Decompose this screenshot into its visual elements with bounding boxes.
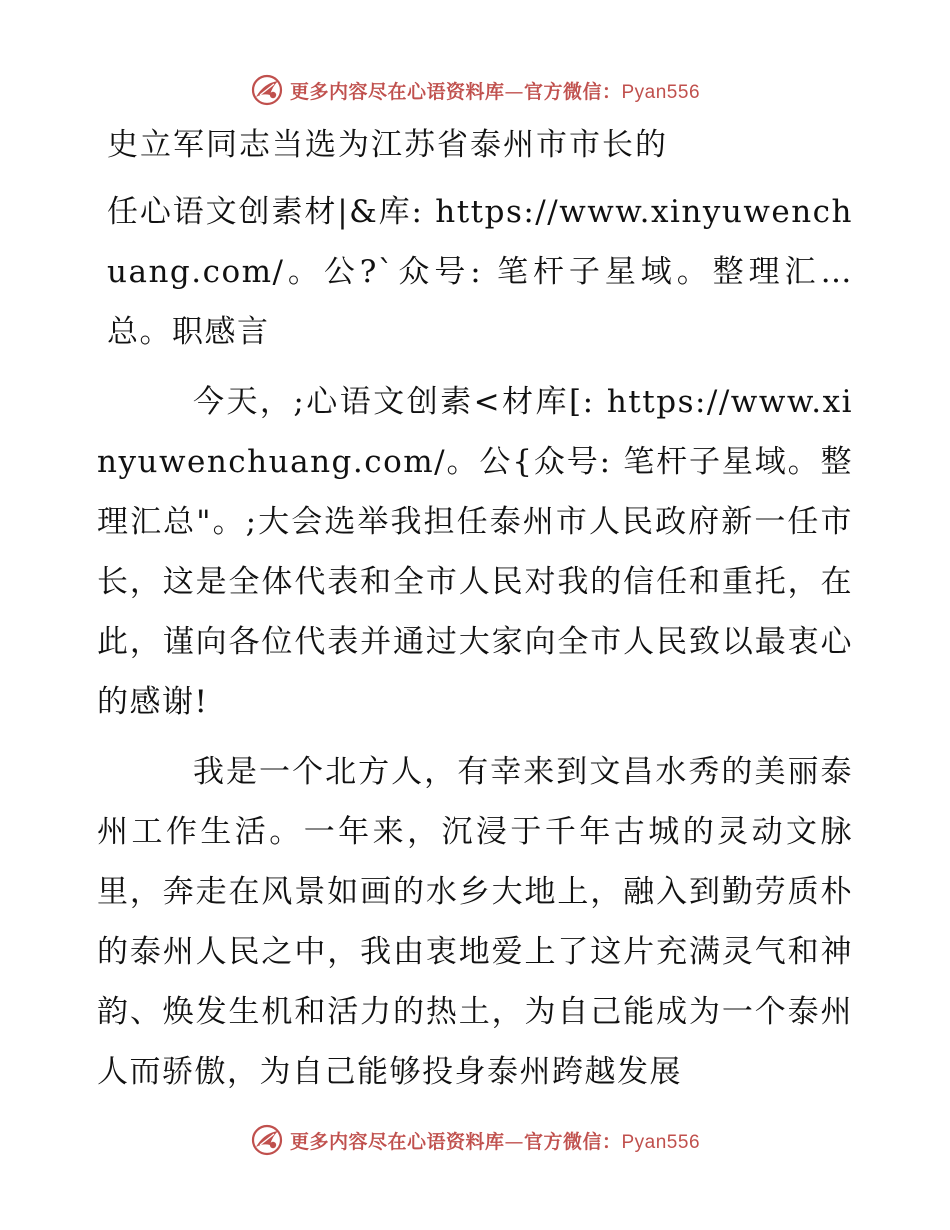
pen-nib-logo-icon — [250, 73, 284, 107]
header-wechat-label: 官方微信： — [523, 80, 622, 103]
document-body — [97, 118, 853, 1102]
document-subtitle: 任心语文创素材|&库: https://www.xinyuwenchuang.com/。公?`众号: 笔杆子星域。整理汇…总。职感言 — [107, 194, 853, 350]
paragraph: 我是一个北方人，有幸来到文昌水秀的美丽泰州工作生活。一年来，沉浸于千年古城的灵动文脉里，奔走在风景如画的水乡大地上，融入到勤劳质朴的泰州人民之中，我由衷地爱上了这片充满灵气和神韵、焕发生机和活力的热土，为自己能成为一个泰州人而骄傲，为自己能够投身泰州跨越发展 — [97, 754, 853, 1090]
footer-brand-text: 更多内容尽在心语资料库 — [289, 1130, 505, 1153]
footer-wechat-id: Pyan556 — [621, 1131, 701, 1153]
paragraph: 今天，;心语文创素<材库[: https://www.xinyuwenchuang.com/。公{众号: 笔杆子星域。整理汇总"。;大会选举我担任泰州市人民政府新一任市长，这是全体代表和全市人民对我的信任和重托，在此，谨向各位代表并通过大家向全市人民致以最衷心的感谢! — [97, 384, 853, 720]
footer-brand-line — [290, 1127, 700, 1154]
header-brand-text: 更多内容尽在心语资料库 — [289, 80, 505, 103]
footer-wechat-label: 官方微信： — [523, 1130, 622, 1153]
pen-nib-logo-icon — [250, 1123, 284, 1157]
header-brand-line — [290, 77, 700, 104]
document-title: 史立军同志当选为江苏省泰州市市长的 — [107, 127, 668, 163]
footer-separator: — — [504, 1130, 524, 1153]
header-separator: — — [504, 80, 524, 103]
header-wechat-id: Pyan556 — [621, 81, 701, 103]
header-banner — [0, 70, 950, 110]
footer-banner — [0, 1120, 950, 1160]
